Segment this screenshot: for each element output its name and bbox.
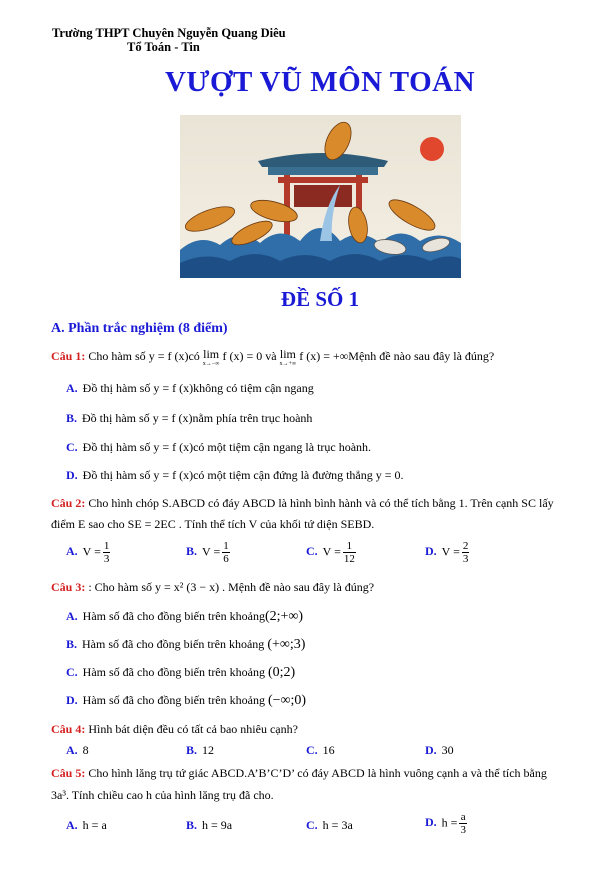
option-lhs: V = <box>82 544 101 559</box>
question-5-prompt: . Tính chiều cao h của hình lăng trụ đã cho. <box>65 788 274 802</box>
option-expression: y = f (x) <box>153 381 194 395</box>
option-text: Hàm số đã cho đồng biến trên khoảng <box>82 609 265 623</box>
q3-option-d[interactable] <box>66 693 306 709</box>
question-4-label: Câu 4: <box>51 722 86 736</box>
option-value: 8 <box>82 743 89 757</box>
question-5-volume: 3a³ <box>51 788 66 802</box>
question-2-text: Cho hình chóp S.ABCD có đáy ABCD là hình bình hành và có thể tích bằng 1. Trên cạnh SC lấy <box>88 496 554 510</box>
question-5 <box>51 766 547 781</box>
option-letter: C. <box>306 818 318 832</box>
fraction-denominator: 12 <box>343 553 355 565</box>
fraction-numerator: 2 <box>462 540 469 552</box>
option-value: 16 <box>322 743 335 757</box>
option-letter: A. <box>66 381 78 395</box>
option-letter: A. <box>66 743 78 757</box>
option-letter: A. <box>66 818 78 832</box>
fraction-numerator: a <box>460 811 466 823</box>
fraction-denominator: 6 <box>223 553 229 565</box>
option-lhs: h = <box>441 815 458 830</box>
koi-gate-illustration <box>180 115 461 278</box>
limit-1-word: lim <box>203 347 220 361</box>
question-1-text-b: có <box>188 349 200 363</box>
option-letter: B. <box>186 544 198 559</box>
question-3-prompt: . Mệnh đề nào sau đây là đúng? <box>222 580 375 594</box>
question-4 <box>51 722 298 737</box>
option-letter: B. <box>186 743 198 757</box>
option-expression: y = f (x) <box>152 411 193 425</box>
question-1-prompt: Mệnh đề nào sau đây là đúng? <box>348 349 495 363</box>
option-interval: (+∞;3) <box>267 637 306 652</box>
question-3-text: : Cho hàm số <box>88 580 153 594</box>
option-letter: D. <box>66 468 78 482</box>
option-value: h = a <box>82 818 107 832</box>
question-2-line2: điểm E sao cho SE = 2EC . Tính thể tích V của khối tứ diện SEBD. <box>51 517 375 531</box>
q2-option-b[interactable] <box>186 540 230 565</box>
question-4-text: Hình bát diện đều có tất cả bao nhiêu cạnh? <box>88 722 298 736</box>
q4-option-d[interactable] <box>425 743 454 758</box>
question-5-text: Cho hình lăng trụ tứ giác ABCD.A’B’C’D’ có đáy ABCD là hình vuông cạnh a và thể tích bằng <box>88 766 547 780</box>
department-name: Tổ Toán - Tin <box>127 40 200 54</box>
q3-option-c[interactable] <box>66 665 295 681</box>
option-text: Đồ thị hàm số <box>82 381 151 395</box>
q5-option-c[interactable] <box>306 818 353 833</box>
q2-option-d[interactable] <box>425 540 469 565</box>
fraction <box>343 540 356 565</box>
option-text: Hàm số đã cho đồng biến trên khoảng <box>82 665 265 679</box>
option-letter: A. <box>66 544 78 559</box>
q1-option-a[interactable] <box>66 381 314 396</box>
option-text-post: có một tiệm cận ngang là trục hoành. <box>193 440 372 454</box>
q4-option-c[interactable] <box>306 743 335 758</box>
fraction-denominator: 3 <box>103 553 110 565</box>
document-title: VƯỢT VŨ MÔN TOÁN <box>164 66 476 98</box>
section-a-heading: A. Phần trắc nghiệm (8 điểm) <box>51 321 228 336</box>
limit-2-sub: x→+∞ <box>279 361 297 367</box>
question-1 <box>51 349 494 369</box>
limit-2-word: lim <box>279 347 296 361</box>
q1-option-b[interactable] <box>66 411 312 426</box>
q3-option-a[interactable] <box>66 609 303 625</box>
option-letter: B. <box>66 637 78 651</box>
question-2-label: Câu 2: <box>51 496 86 510</box>
limit-1 <box>203 349 220 369</box>
fraction-numerator: 1 <box>103 540 110 552</box>
q2-option-a[interactable] <box>66 540 110 565</box>
option-text: Hàm số đã cho đồng biến trên khoảng <box>82 693 265 707</box>
option-expression: y = f (x) <box>153 440 194 454</box>
option-letter: C. <box>66 665 78 679</box>
q4-option-a[interactable] <box>66 743 89 758</box>
question-1-function: y = f (x) <box>148 349 189 363</box>
fraction-numerator: 1 <box>343 540 356 553</box>
option-expression: y = f (x) <box>153 468 194 482</box>
option-letter: D. <box>425 815 437 830</box>
question-5-line2 <box>51 788 274 803</box>
option-value: h = 9a <box>202 818 233 832</box>
fraction-numerator: 1 <box>223 540 229 552</box>
option-interval: (2;+∞) <box>264 609 304 624</box>
option-letter: C. <box>306 743 318 757</box>
question-1-label: Câu 1: <box>51 349 86 363</box>
option-letter: B. <box>186 818 198 832</box>
question-1-text: Cho hàm số <box>88 349 146 363</box>
fraction <box>222 540 230 565</box>
fraction <box>103 540 111 565</box>
q5-option-b[interactable] <box>186 818 232 833</box>
question-5-label: Câu 5: <box>51 766 86 780</box>
question-3-label: Câu 3: <box>51 580 86 594</box>
q3-option-b[interactable] <box>66 637 305 653</box>
q1-option-d[interactable] <box>66 468 404 483</box>
option-value: 12 <box>202 743 215 757</box>
option-interval: (0;2) <box>267 665 296 680</box>
option-text-post: có một tiệm cận đứng là đường thẳng y = 0. <box>193 468 404 482</box>
q5-option-a[interactable] <box>66 818 107 833</box>
option-text: Hàm số đã cho đồng biến trên khoảng <box>82 637 265 651</box>
option-letter: C. <box>306 544 318 559</box>
fraction <box>459 811 467 836</box>
exam-number: ĐỀ SỐ 1 <box>280 287 360 311</box>
limit-1-expression: f (x) = 0 <box>222 349 263 363</box>
fraction-denominator: 3 <box>460 824 466 836</box>
option-text: Đồ thị hàm số <box>82 440 151 454</box>
question-3-function: y = x² (3 − x) <box>155 580 220 594</box>
limit-1-sub: x→−∞ <box>202 361 220 367</box>
option-interval: (−∞;0) <box>267 693 307 708</box>
limit-2 <box>280 349 297 369</box>
limit-2-expression: f (x) = +∞ <box>299 349 349 363</box>
q2-option-c[interactable] <box>306 540 356 565</box>
school-name: Trường THPT Chuyên Nguyễn Quang Diêu <box>52 26 286 40</box>
option-lhs: V = <box>441 544 460 559</box>
fraction <box>462 540 470 565</box>
question-3 <box>51 580 374 595</box>
q1-option-c[interactable] <box>66 440 371 455</box>
option-text-post: nằm phía trên trục hoành <box>192 411 313 425</box>
fraction-denominator: 3 <box>462 553 469 565</box>
option-letter: D. <box>66 693 78 707</box>
option-text-post: không có tiệm cận ngang <box>193 381 314 395</box>
option-text: Đồ thị hàm số <box>82 468 151 482</box>
option-letter: D. <box>425 544 437 559</box>
option-letter: B. <box>66 411 78 425</box>
option-letter: A. <box>66 609 78 623</box>
q4-option-b[interactable] <box>186 743 214 758</box>
q5-option-d[interactable] <box>425 811 467 836</box>
option-lhs: V = <box>202 544 221 559</box>
question-2 <box>51 496 554 511</box>
option-letter: D. <box>425 743 437 757</box>
option-text: Đồ thị hàm số <box>82 411 150 425</box>
option-letter: C. <box>66 440 78 454</box>
question-1-and: và <box>265 349 277 363</box>
option-lhs: V = <box>322 544 341 559</box>
option-value: 30 <box>441 743 454 757</box>
option-value: h = 3a <box>322 818 353 832</box>
